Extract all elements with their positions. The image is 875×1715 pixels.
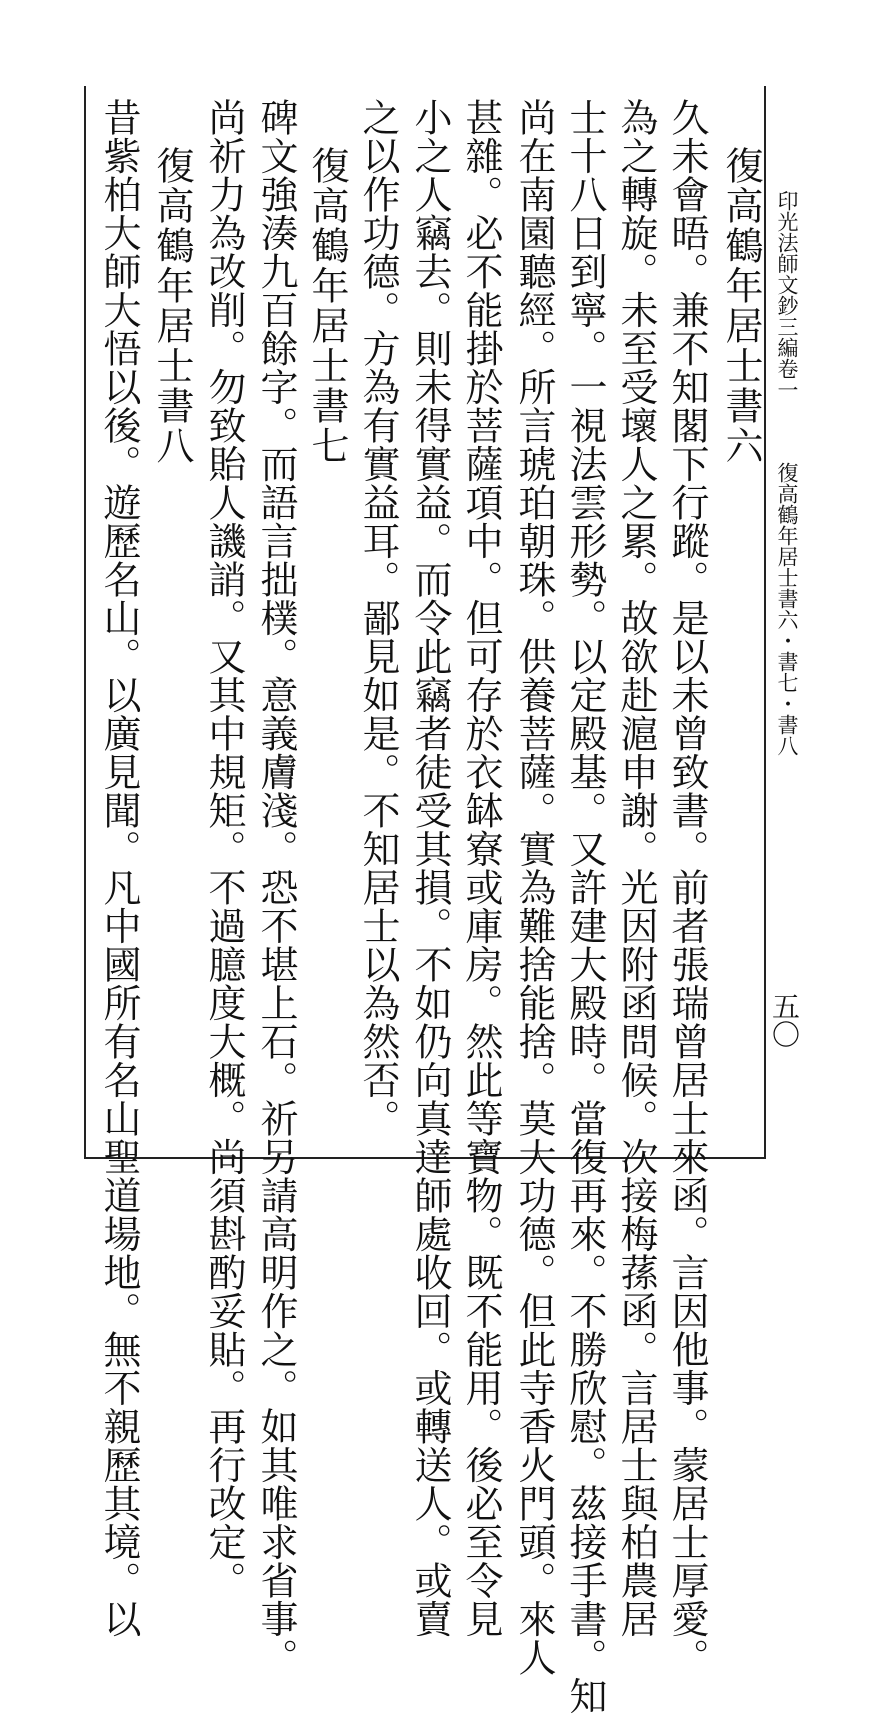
text-column: 小之人竊去。則未得實益。而令此竊者徒受其損。不如仍向真達師處收回。或轉送人。或賣 bbox=[408, 98, 452, 1638]
letter-heading-7: 復高鶴年居士書七 bbox=[305, 146, 349, 466]
letter-heading-6: 復高鶴年居士書六 bbox=[719, 146, 763, 466]
frame-right-rule bbox=[764, 86, 766, 1159]
text-column: 士十八日到寧。一視法雲形勢。以定殿基。又許建大殿時。當復再來。不勝欣慰。茲接手書。知 bbox=[563, 98, 607, 1715]
text-column: 尚在南園聽經。所言琥珀朝珠。供養菩薩。實為難捨能捨。莫大功德。但此寺香火門頭。來人 bbox=[512, 98, 556, 1677]
text-column: 為之轉旋。未至受壞人之累。故欲赴滬申謝。光因附函問候。次接梅蓀函。言居士與柏農居 bbox=[614, 98, 658, 1638]
text-column: 尚祈力為改削。勿致貽人譏誚。又其中規矩。不過臆度大概。尚須斟酌妥貼。再行改定。 bbox=[202, 98, 246, 1600]
text-column: 久未會晤。兼不知閣下行蹤。是以未曾致書。前者張瑞曾居士來函。言因他事。蒙居士厚愛。 bbox=[665, 98, 709, 1677]
frame-left-rule bbox=[84, 86, 86, 1159]
book-title: 印光法師文鈔三編卷一 bbox=[775, 190, 799, 400]
text-column: 甚雜。必不能掛於菩薩項中。但可存於衣缽寮或庫房。然此等寶物。既不能用。後必至令見 bbox=[459, 98, 503, 1638]
page-number: 五〇 bbox=[768, 992, 801, 1048]
section-title: 復高鶴年居士書六・書七・書八 bbox=[775, 462, 799, 756]
text-column: 碑文強湊九百餘字。而語言拙樸。意義膚淺。恐不堪上石。祈另請高明作之。如其唯求省事。 bbox=[254, 98, 298, 1677]
text-column: 昔紫柏大師大悟以後。遊歷名山。以廣見聞。凡中國所有名山聖道場地。無不親歷其境。以 bbox=[97, 98, 141, 1638]
letter-heading-8: 復高鶴年居士書八 bbox=[150, 146, 194, 466]
text-column: 之以作功德。方為有實益耳。鄙見如是。不知居士以為然否。 bbox=[356, 98, 400, 1138]
